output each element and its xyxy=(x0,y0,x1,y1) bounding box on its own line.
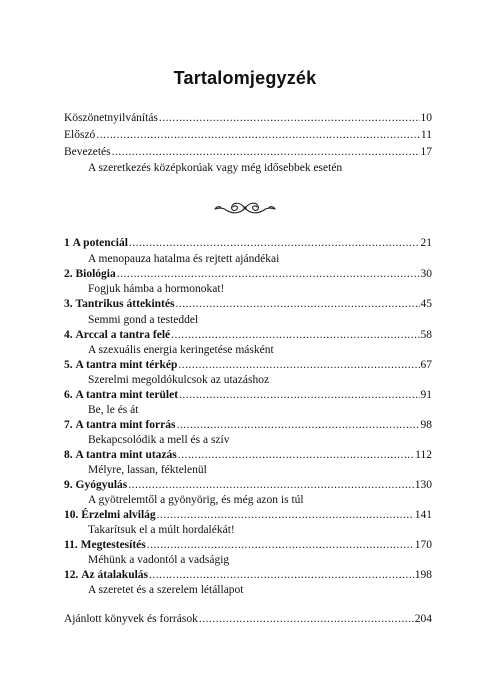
entry-subtitle: A szexuális energia keringetése másként xyxy=(88,344,274,356)
chapter-number: 1 xyxy=(64,237,73,249)
entry-subtitle: Fogjuk hámba a hormonokat! xyxy=(88,283,225,295)
toc-entry-chapter-10[interactable] xyxy=(64,508,432,522)
entry-subtitle: A gyötrelemtől a gyönyörig, és még azon is túl xyxy=(88,494,304,506)
chapter-number: 10. xyxy=(64,509,82,521)
toc-entry-introduction[interactable] xyxy=(64,145,432,159)
entry-subtitle: Méhünk a vadontól a vadságig xyxy=(88,554,230,566)
chapter-number: 12. xyxy=(64,569,82,581)
dot-leader xyxy=(149,568,414,582)
entry-subtitle: Bekapcsolódik a mell és a szív xyxy=(88,434,230,446)
chapter-number: 6. xyxy=(64,389,76,401)
toc-entry-chapter-1[interactable] xyxy=(64,236,432,250)
dot-leader xyxy=(96,128,420,142)
page-number: 130 xyxy=(414,479,432,491)
entry-label: Gyógyulás xyxy=(75,479,128,491)
entry-subtitle: Szerelmi megoldókulcsok az utazáshoz xyxy=(88,374,270,386)
entry-label: Megtestesítés xyxy=(80,539,146,551)
dot-leader xyxy=(175,297,419,311)
dot-leader xyxy=(147,538,414,552)
dot-leader xyxy=(178,448,414,462)
entry-label: Érzelmi alvilág xyxy=(81,509,156,521)
chapter-number: 11. xyxy=(64,539,81,551)
toc-entry-chapter-5[interactable] xyxy=(64,358,432,372)
dot-leader xyxy=(178,358,419,372)
entry-label: A tantra mint forrás xyxy=(75,419,176,431)
chapter-number: 9. xyxy=(64,479,76,491)
toc-entry-chapter-3[interactable] xyxy=(64,297,432,311)
page-number: 141 xyxy=(414,509,432,521)
page-number: 58 xyxy=(420,329,432,341)
entry-label: Bevezetés xyxy=(64,146,111,158)
toc-entry-recommended-reading[interactable] xyxy=(64,612,432,626)
toc-entry-chapter-11[interactable] xyxy=(64,538,432,552)
entry-label: A potenciál xyxy=(72,237,128,249)
entry-label: A tantra mint utazás xyxy=(75,449,177,461)
entry-label: Az átalakulás xyxy=(81,569,149,581)
page-number: 45 xyxy=(420,298,432,310)
page-number: 98 xyxy=(420,419,432,431)
entry-subtitle: A szeretet és a szerelem létállapot xyxy=(88,584,244,596)
dot-leader xyxy=(117,267,420,281)
page-number: 17 xyxy=(420,146,432,158)
entry-label: Ajánlott könyvek és források xyxy=(64,613,198,625)
dot-leader xyxy=(159,111,420,125)
page-number: 21 xyxy=(420,237,432,249)
entry-label: Előszó xyxy=(64,129,96,141)
dot-leader xyxy=(129,236,420,250)
toc-entry-foreword[interactable] xyxy=(64,128,432,142)
ornament-flourish-icon xyxy=(212,199,278,217)
entry-subtitle: Takarítsuk el a múlt hordalékát! xyxy=(88,524,235,536)
page-number: 170 xyxy=(414,539,432,551)
toc-entry-acknowledgements[interactable] xyxy=(64,111,432,125)
toc-entry-chapter-4[interactable] xyxy=(64,328,432,342)
toc-entry-chapter-7[interactable] xyxy=(64,418,432,432)
dot-leader xyxy=(128,478,413,492)
page-number: 30 xyxy=(420,268,432,280)
entry-label: Biológia xyxy=(75,268,116,280)
dot-leader xyxy=(112,145,420,159)
entry-label: Köszönetnyilvánítás xyxy=(64,112,158,124)
dot-leader xyxy=(176,418,419,432)
chapter-number: 7. xyxy=(64,419,76,431)
dot-leader xyxy=(179,388,419,402)
page-number: 67 xyxy=(420,359,432,371)
toc-entry-chapter-2[interactable] xyxy=(64,267,432,281)
toc-entry-chapter-9[interactable] xyxy=(64,478,432,492)
page-number: 91 xyxy=(420,389,432,401)
toc-entry-chapter-8[interactable] xyxy=(64,448,432,462)
page-number: 112 xyxy=(415,449,432,461)
toc-entry-chapter-12[interactable] xyxy=(64,568,432,582)
page-title: Tartalomjegyzék xyxy=(173,68,317,88)
entry-label: A tantra mint térkép xyxy=(75,359,178,371)
dot-leader xyxy=(171,328,419,342)
entry-subtitle: Semmi gond a testeddel xyxy=(88,314,199,326)
entry-label: A tantra mint terület xyxy=(75,389,179,401)
page-number: 10 xyxy=(420,112,432,124)
entry-subtitle: Mélyre, lassan, féktelenül xyxy=(88,464,207,476)
chapter-number: 3. xyxy=(64,298,76,310)
dot-leader xyxy=(199,612,414,626)
page-number: 11 xyxy=(420,129,432,141)
entry-subtitle: A menopauza hatalma és rejtett ajándékai xyxy=(88,253,280,265)
chapter-number: 4. xyxy=(64,329,76,341)
page-number: 204 xyxy=(414,613,432,625)
chapter-number: 8. xyxy=(64,449,76,461)
page-number: 198 xyxy=(414,569,432,581)
entry-subtitle: A szeretkezés középkorúak vagy még idősebbek esetén xyxy=(88,162,343,174)
entry-label: Tantrikus áttekintés xyxy=(75,298,175,310)
dot-leader xyxy=(157,508,414,522)
toc-entry-chapter-6[interactable] xyxy=(64,388,432,402)
entry-label: Arccal a tantra felé xyxy=(75,329,171,341)
chapter-number: 5. xyxy=(64,359,76,371)
chapter-number: 2. xyxy=(64,268,76,280)
entry-subtitle: Be, le és át xyxy=(88,404,139,416)
